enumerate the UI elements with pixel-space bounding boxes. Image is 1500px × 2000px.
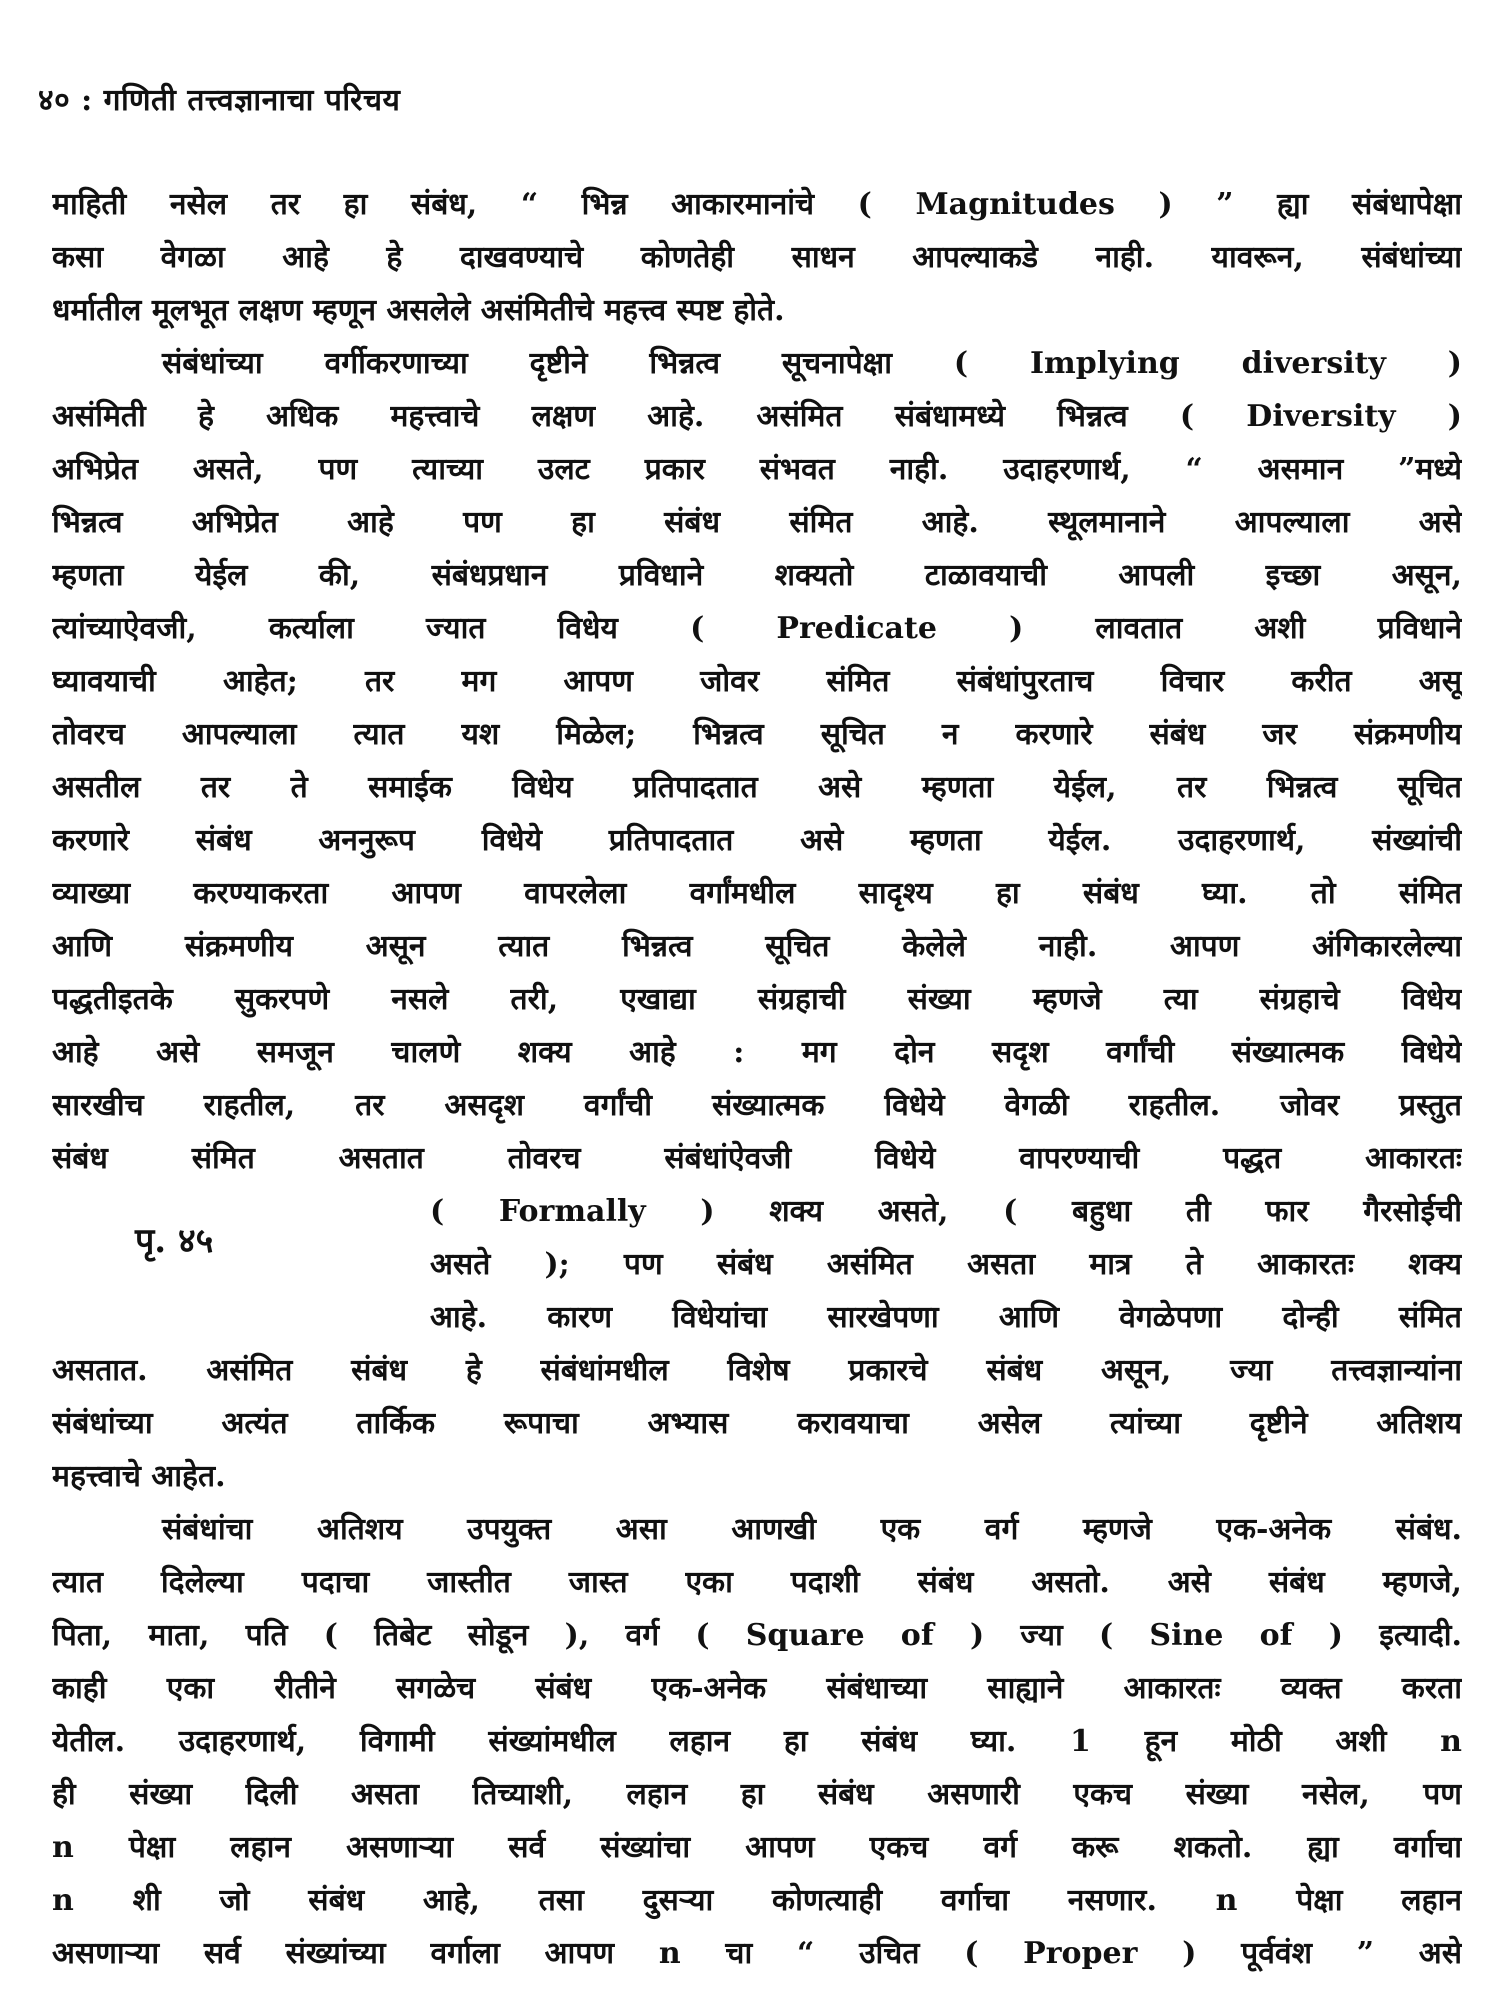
text-line: संबंधांच्या अत्यंत तार्किक रूपाचा अभ्यास करावयाचा असेल त्यांच्या दृष्टीने अतिशय: [52, 1406, 1462, 1441]
text-line: असतील तर ते समाईक विधेय प्रतिपादतात असे म्हणता येईल, तर भिन्नत्व सूचित: [52, 770, 1462, 805]
text-line: त्यात दिलेल्या पदाचा जास्तीत जास्त एका पदाशी संबंध असतो. असे संबंध म्हणजे,: [52, 1565, 1462, 1600]
text-line: n पेक्षा लहान असणाऱ्या सर्व संख्यांचा आपण एकच वर्ग करू शकतो. ह्या वर्गाचा: [52, 1830, 1462, 1865]
text-line: धर्मातील मूलभूत लक्षण म्हणून असलेले असंमितीचे महत्त्व स्पष्ट होते.: [52, 293, 785, 328]
text-line: संबंधांच्या वर्गीकरणाच्या दृष्टीने भिन्नत्व सूचनापेक्षा ( Implying diversity ): [162, 346, 1462, 381]
text-line: म्हणता येईल की, संबंधप्रधान प्रविधाने शक्यतो टाळावयाची आपली इच्छा असून,: [52, 558, 1462, 593]
text-line: ही संख्या दिली असता तिच्याशी, लहान हा संबंध असणारी एकच संख्या नसेल, पण: [52, 1777, 1462, 1812]
body-text: [52, 178, 1462, 1980]
text-line: असते ); पण संबंध असंमित असता मात्र ते आकारतः शक्य: [430, 1247, 1462, 1282]
text-line: माहिती नसेल तर हा संबंध, “ भिन्न आकारमानांचे ( Magnitudes ) ” ह्या संबंधापेक्षा: [52, 187, 1462, 222]
text-line: काही एका रीतीने सगळेच संबंध एक-अनेक संबंधाच्या साह्याने आकारतः व्यक्त करता: [52, 1671, 1462, 1706]
text-line: करणारे संबंध अननुरूप विधेये प्रतिपादतात असे म्हणता येईल. उदाहरणार्थ, संख्यांची: [52, 823, 1462, 858]
text-line: असंमिती हे अधिक महत्त्वाचे लक्षण आहे. असंमित संबंधामध्ये भिन्नत्व ( Diversity ): [52, 399, 1462, 434]
text-line: आहे असे समजून चालणे शक्य आहे : मग दोन सदृश वर्गांची संख्यात्मक विधेये: [52, 1035, 1462, 1070]
text-line: व्याख्या करण्याकरता आपण वापरलेला वर्गांमधील सादृश्य हा संबंध घ्या. तो संमित: [52, 876, 1462, 911]
text-line: तोवरच आपल्याला त्यात यश मिळेल; भिन्नत्व सूचित न करणारे संबंध जर संक्रमणीय: [52, 717, 1462, 752]
text-line: संबंधांचा अतिशय उपयुक्त असा आणखी एक वर्ग म्हणजे एक-अनेक संबंध.: [162, 1512, 1462, 1547]
running-head: ४० : गणिती तत्त्वज्ञानाचा परिचय: [38, 83, 401, 118]
text-line: येतील. उदाहरणार्थ, विगामी संख्यांमधील लहान हा संबंध घ्या. 1 हून मोठी अशी n: [52, 1724, 1462, 1759]
text-line: सारखीच राहतील, तर असदृश वर्गांची संख्यात्मक विधेये वेगळी राहतील. जोवर प्रस्तुत: [52, 1088, 1462, 1123]
text-line: संबंध संमित असतात तोवरच संबंधांऐवजी विधेये वापरण्याची पद्धत आकारतः: [52, 1141, 1462, 1176]
text-line: पिता, माता, पति ( तिबेट सोडून ), वर्ग ( Square of ) ज्या ( Sine of ) इत्यादी.: [52, 1618, 1462, 1653]
text-line: कसा वेगळा आहे हे दाखवण्याचे कोणतेही साधन आपल्याकडे नाही. यावरून, संबंधांच्या: [52, 240, 1462, 275]
text-line: असणाऱ्या सर्व संख्यांच्या वर्गाला आपण n चा “ उचित ( Proper ) पूर्ववंश ” असे: [52, 1936, 1462, 1971]
text-line: ( Formally ) शक्य असते, ( बहुधा ती फार गैरसोईची: [430, 1194, 1462, 1229]
text-line: आणि संक्रमणीय असून त्यात भिन्नत्व सूचित केलेले नाही. आपण अंगिकारलेल्या: [52, 929, 1462, 964]
text-line: भिन्नत्व अभिप्रेत आहे पण हा संबंध संमित आहे. स्थूलमानाने आपल्याला असे: [52, 505, 1462, 540]
margin-page-reference: पृ. ४५: [135, 1221, 214, 1261]
text-line: अभिप्रेत असते, पण त्याच्या उलट प्रकार संभवत नाही. उदाहरणार्थ, “ असमान ”मध्ये: [52, 452, 1462, 487]
text-line: n शी जो संबंध आहे, तसा दुसऱ्या कोणत्याही वर्गाचा नसणार. n पेक्षा लहान: [52, 1883, 1462, 1918]
text-line: महत्त्वाचे आहेत.: [52, 1459, 226, 1494]
text-line: असतात. असंमित संबंध हे संबंधांमधील विशेष प्रकारचे संबंध असून, ज्या तत्त्वज्ञान्यांना: [52, 1353, 1462, 1388]
text-line: त्यांच्याऐवजी, कर्त्याला ज्यात विधेय ( Predicate ) लावतात अशी प्रविधाने: [52, 611, 1462, 646]
text-line: आहे. कारण विधेयांचा सारखेपणा आणि वेगळेपणा दोन्ही संमित: [430, 1300, 1462, 1335]
text-line: पद्धतीइतके सुकरपणे नसले तरी, एखाद्या संग्रहाची संख्या म्हणजे त्या संग्रहाचे विधेय: [52, 982, 1462, 1017]
text-line: घ्यावयाची आहेत; तर मग आपण जोवर संमित संबंधांपुरताच विचार करीत असू: [52, 664, 1462, 699]
